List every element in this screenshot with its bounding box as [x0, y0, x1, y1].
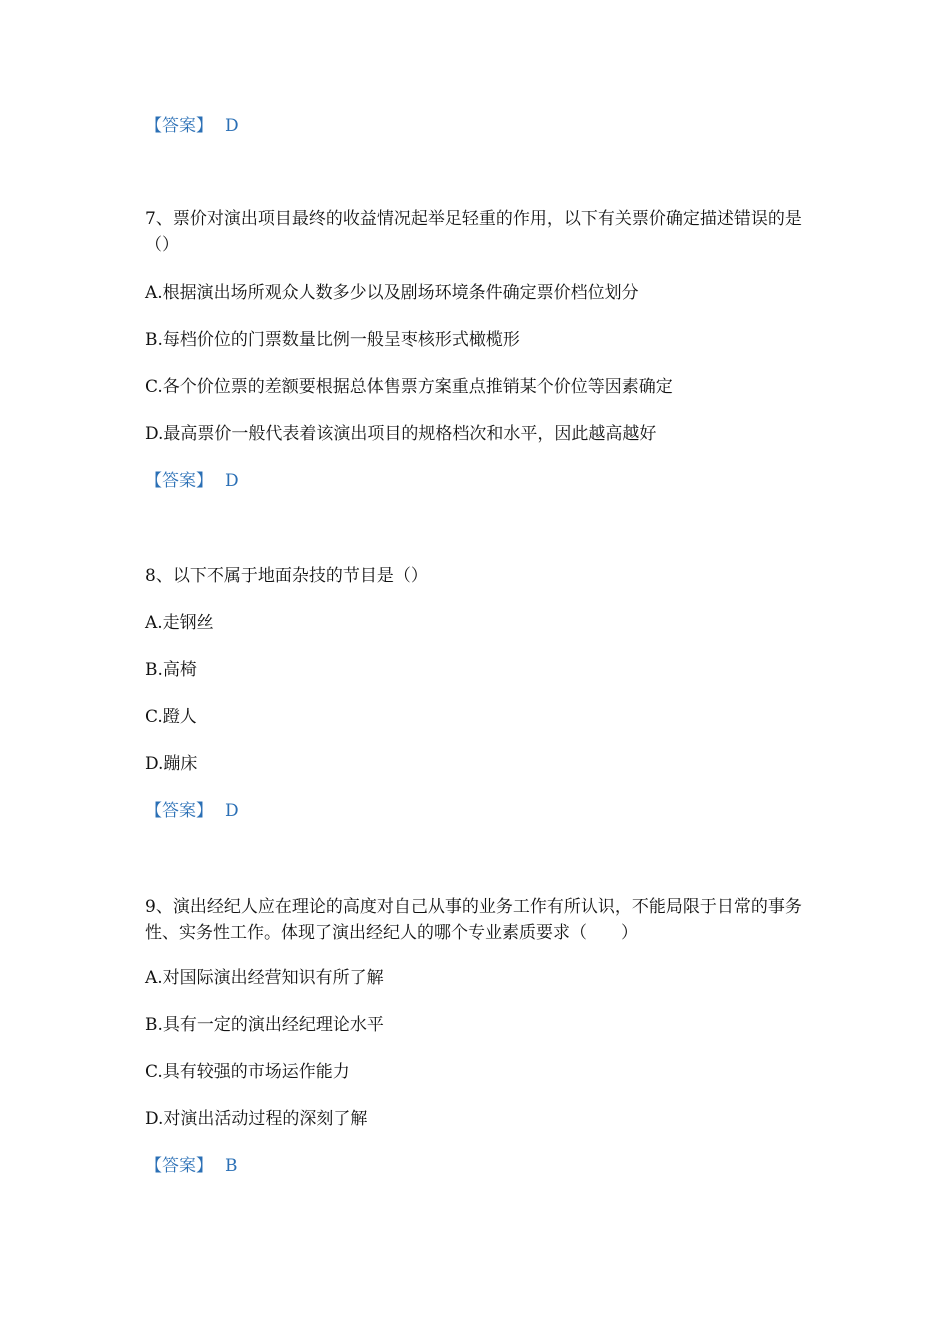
question-7-option-d: D.最高票价一般代表着该演出项目的规格档次和水平，因此越高越好	[145, 424, 657, 444]
question-9-option-b: B.具有一定的演出经纪理论水平	[145, 1015, 384, 1035]
question-9-option-a: A.对国际演出经营知识有所了解	[145, 968, 384, 988]
question-8-option-b: B.高椅	[145, 660, 197, 680]
answer-value: B	[225, 1156, 238, 1176]
answer-label: 【答案】	[145, 116, 213, 136]
question-7-option-a: A.根据演出场所观众人数多少以及剧场环境条件确定票价档位划分	[145, 283, 639, 303]
answer-label: 【答案】	[145, 801, 213, 821]
question-7-option-b: B.每档价位的门票数量比例一般呈枣核形式橄榄形	[145, 330, 520, 350]
answer-label: 【答案】	[145, 1156, 213, 1176]
question-8-option-d: D.蹦床	[145, 754, 198, 774]
answer-line	[145, 115, 239, 137]
answer-line	[145, 1155, 238, 1177]
answer-value: D	[225, 471, 239, 491]
answer-value: D	[225, 116, 239, 136]
answer-value: D	[225, 801, 239, 821]
answer-line	[145, 470, 239, 492]
question-9-text: 9、演出经纪人应在理论的高度对自己从事的业务工作有所认识，不能局限于日常的事务性、实务性工作。体现了演出经纪人的哪个专业素质要求（ ）	[145, 897, 802, 943]
question-8-option-c: C.蹬人	[145, 707, 197, 727]
question-7-option-c: C.各个价位票的差额要根据总体售票方案重点推销某个价位等因素确定	[145, 377, 673, 397]
question-7-text: 7、票价对演出项目最终的收益情况起举足轻重的作用，以下有关票价确定描述错误的是（）	[145, 209, 802, 255]
answer-line	[145, 800, 239, 822]
answer-label: 【答案】	[145, 471, 213, 491]
question-9-option-c: C.具有较强的市场运作能力	[145, 1062, 350, 1082]
question-8-option-a: A.走钢丝	[145, 613, 214, 633]
question-9-option-d: D.对演出活动过程的深刻了解	[145, 1109, 368, 1129]
question-8-text: 8、以下不属于地面杂技的节目是（）	[145, 566, 428, 586]
